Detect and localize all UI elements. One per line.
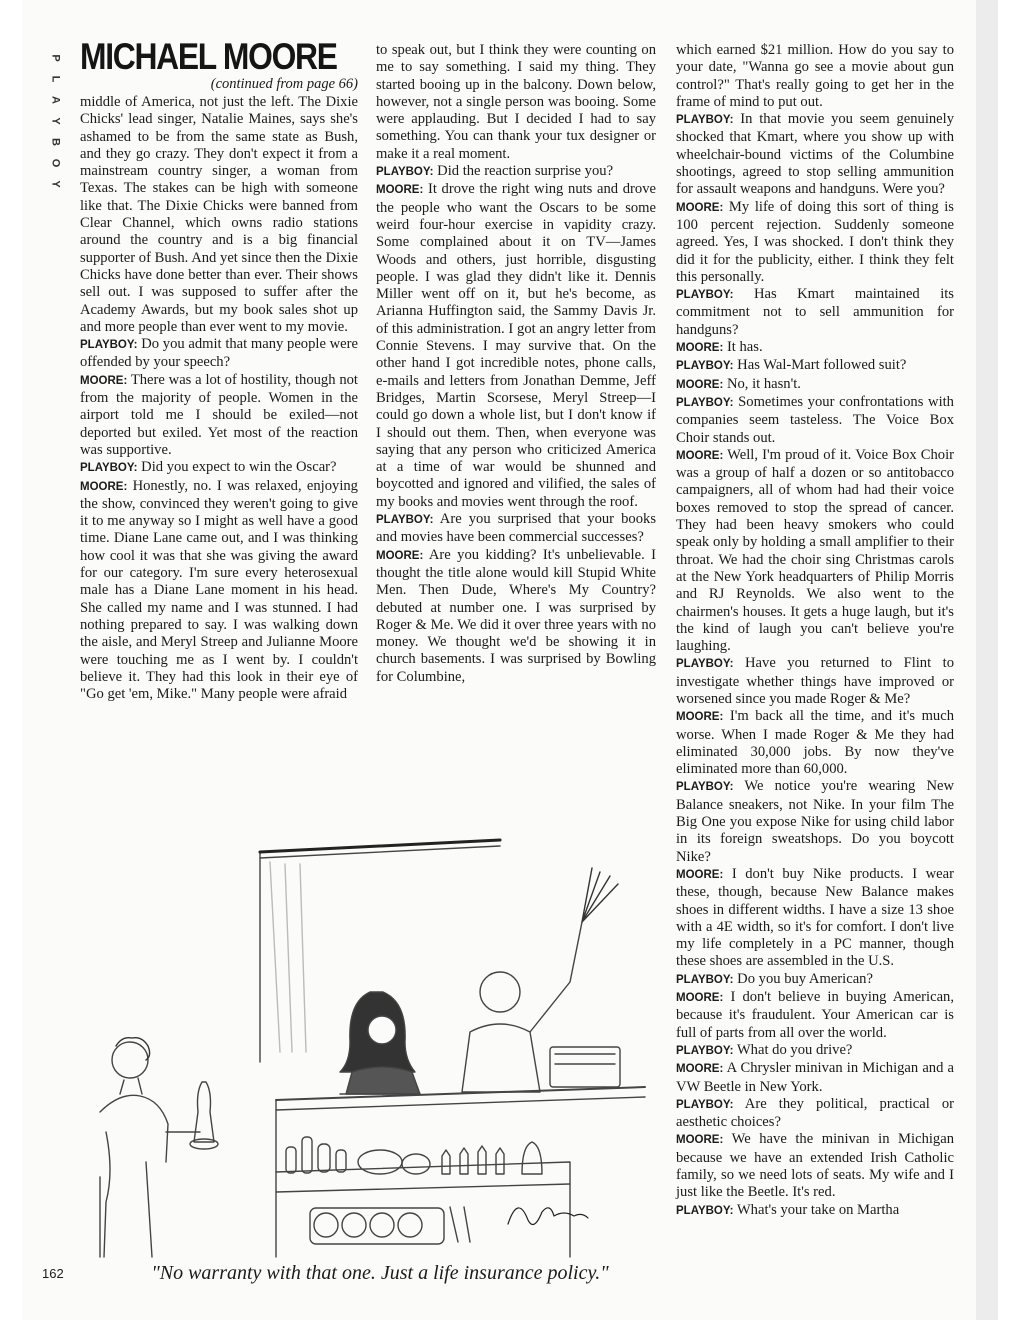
speaker-label: MOORE: [376, 184, 424, 197]
interview-paragraph [676, 111, 954, 198]
interview-paragraph [676, 357, 954, 375]
article-title: MICHAEL MOORE [80, 36, 337, 77]
interview-paragraph [676, 1042, 954, 1060]
interview-paragraph [376, 181, 656, 511]
paragraph-text: I don't buy Nike products. I wear these, though, because New Balance makes shoes in different widths. I have a size 13 shoe with a 4E width, so it's for comfort. I don't live my life completely in a PC manner, though these shoes are assembled in the U.S. [676, 865, 954, 970]
interview-paragraph [676, 1060, 954, 1096]
speaker-label: PLAYBOY: [676, 781, 734, 794]
cartoon-caption: "No warranty with that one. Just a life insurance policy." [151, 1262, 609, 1284]
speaker-label: MOORE: [676, 449, 724, 462]
interview-paragraph [676, 1096, 954, 1132]
paragraph-text: middle of America, not just the left. The Dixie Chicks' lead singer, Natalie Maines, says she's ashamed to be from the same state as Bush, and they go crazy. They don't expect it from a mainstream country singer, a woman from Texas. The stakes can be high with someone like that. The Dixie Chicks were banned from Clear Channel, which owns radio stations around the country and is a big financial supporter of Bush. And yet since then the Dixie Chicks have done better than ever. Their shows sell out. I was supposed to suffer after the Academy Awards, but my book sales shot up and more people than ever went to my movie. [80, 94, 358, 335]
paragraph-text: to speak out, but I think they were counting on me to say something. I said my thing. They started booing up in the balcony. Down below, however, not a single person was booing. Some were applauding. But I decided I had to say something. You can thank your tux designer or make it a real moment. [376, 42, 656, 162]
interview-paragraph [676, 199, 954, 286]
interview-paragraph [676, 1131, 954, 1201]
paragraph-text: Did you expect to win the Oscar? [141, 459, 337, 476]
speaker-label: PLAYBOY: [676, 1098, 734, 1111]
speaker-label: PLAYBOY: [676, 289, 734, 302]
speaker-label: MOORE: [676, 378, 724, 391]
speaker-label: MOORE: [676, 711, 724, 724]
interview-paragraph [376, 42, 656, 163]
logo-letter: O [49, 158, 62, 169]
speaker-label: MOORE: [676, 342, 724, 355]
paragraph-text: A Chrysler minivan in Michigan and a VW Beetle in New York. [676, 1060, 955, 1095]
speaker-label: MOORE: [676, 868, 724, 881]
paragraph-text: My life of doing this sort of thing is 100 percent rejection. Suddenly someone agreed. Yes, I was shocked. I don't think they did it for the publicity, either. I think they felt this personally. [676, 198, 954, 285]
paragraph-text: Have you returned to Flint to investigate whether things have improved or worsened since you made Roger & Me? [676, 655, 954, 707]
speaker-label: MOORE: [80, 480, 128, 493]
speaker-label: MOORE: [376, 549, 424, 562]
interview-paragraph [676, 655, 954, 708]
interview-paragraph [676, 286, 954, 339]
cartoon-illustration [70, 832, 662, 1260]
speaker-label: PLAYBOY: [676, 973, 734, 986]
paragraph-text: Has Wal-Mart followed suit? [737, 357, 907, 374]
paragraph-text: We notice you're wearing New Balance sneakers, not Nike. In your film The Big One you expose Nike for using child labor in its foreign sweatshops. Do you boycott Nike? [676, 778, 954, 865]
vertical-playboy-logo [40, 48, 62, 195]
interview-paragraph [80, 459, 358, 477]
logo-letter: B [49, 138, 62, 147]
speaker-label: PLAYBOY: [80, 462, 138, 475]
interview-paragraph [676, 447, 954, 656]
interview-paragraph [80, 94, 358, 336]
text-column-3 [676, 42, 954, 1220]
interview-paragraph [676, 394, 954, 447]
interview-paragraph [676, 778, 954, 865]
speaker-label: PLAYBOY: [676, 396, 734, 409]
paragraph-text: Do you admit that many people were offended by your speech? [80, 336, 358, 371]
paragraph-text: In that movie you seem genuinely shocked that Kmart, where you show up with wheelchair-bound victims of the Columbine shootings, agreed to stop selling ammunition for assault weapons and handguns. Were you? [676, 111, 954, 198]
paragraph-text: which earned $21 million. How do you say to your date, "Wanna go see a movie about gun control?" That's really going to get her in the frame of mind to put out. [676, 42, 954, 110]
interview-paragraph [676, 989, 954, 1042]
paragraph-text: Did the reaction surprise you? [437, 163, 614, 180]
paragraph-text: Has Kmart maintained its commitment not to sell ammunition for handguns? [676, 286, 954, 338]
paragraph-text: Are you kidding? It's unbelievable. I thought the title alone would kill Stupid White Men. Then Dude, Where's My Country? debuted at number one. I was surprised by Roger & Me. We did it over three years with no money. We thought we'd be showing it in church basements. I was surprised by Bowling for Columbine, [376, 546, 656, 685]
paragraph-text: Do you buy American? [737, 970, 873, 987]
clerk-man [462, 868, 620, 1092]
paragraph-text: It has. [726, 339, 763, 356]
paragraph-text: Honestly, no. I was relaxed, enjoying the show, convinced they weren't going to give it to me anyway so I might as well have a good time. Diane Lane came out, and I was thinking how cool it was that she was giving the award for our category. I'm sure every heterosexual male has a Diane Lane moment in his head. She called my name and I was stunned. I had nothing prepared to say. I was walking down the aisle, and Meryl Streep and Julianne Moore were touching me as I went by. I couldn't believe it. They had this look in their eye of "Go get 'em, Mike." Many people were afraid [80, 477, 358, 703]
logo-letter: A [49, 96, 62, 105]
paragraph-text: Are you surprised that your books and movies have been commercial successes? [376, 511, 656, 546]
paragraph-text: It drove the right wing nuts and drove the people who want the Oscars to be some weird four-hour exercise in vapidity crazy. Some complained about it on TV—James Woods and others, just horrible, disgusting people. I was glad they didn't like it. Dennis Miller went off on it, but he's become, as Arianna Huffington said, the Sammy Davis Jr. of this administration. I got an angry letter from Connie Stevens. I may survive that. On the other hand I got incredible notes, phone calls, e-mails and letters from Jonathan Demme, Jeff Bridges, Martin Scorsese, Meryl Streep—I could go down a whole list, but I don't know if I should out them. Then, when everyone was saying that any person who criticized America at a time of war would be shunned and boycotted and ignored and vilified, the sales of my books and movies went through the roof. [376, 181, 656, 510]
interview-paragraph [676, 708, 954, 778]
interview-paragraph [376, 547, 656, 686]
speaker-label: PLAYBOY: [676, 114, 734, 127]
paragraph-text: There was a lot of hostility, though not from the majority of people. Women in the airport told me I should be exiled—not deported but exiled. Yet most of the reaction was supportive. [80, 371, 358, 458]
display-items [286, 1137, 542, 1174]
logo-letter: L [49, 75, 62, 84]
page-edge [976, 0, 998, 1320]
woman-customer [100, 1038, 218, 1257]
speaker-label: PLAYBOY: [676, 1204, 734, 1217]
paragraph-text: We have the minivan in Michigan because we have an extended Irish Catholic family, so we need lots of seats. My wife and I just like the Beetle. It's red. [676, 1131, 954, 1201]
interview-paragraph [676, 42, 954, 111]
interview-paragraph [676, 866, 954, 971]
page-number: 162 [42, 1266, 64, 1281]
speaker-label: MOORE: [80, 374, 128, 387]
paragraph-text: Sometimes your confrontations with companies seem tasteless. The Voice Box Choir stands out. [676, 393, 954, 446]
interview-paragraph [80, 478, 358, 704]
interview-paragraph [676, 376, 954, 394]
speaker-label: MOORE: [676, 201, 724, 214]
interview-paragraph [376, 511, 656, 547]
paragraph-text: What's your take on Martha [736, 1201, 900, 1218]
speaker-label: PLAYBOY: [80, 339, 138, 352]
speaker-label: MOORE: [676, 992, 724, 1005]
paragraph-text: Are they political, practical or aesthetic choices? [676, 1095, 954, 1131]
speaker-label: MOORE: [676, 1134, 724, 1147]
interview-paragraph [80, 372, 358, 459]
interview-paragraph [376, 163, 656, 181]
paragraph-text: I'm back all the time, and it's much worse. When I made Roger & Me they had eliminated 30,000 jobs. By now they've eliminated more than 60,000. [676, 708, 955, 778]
paragraph-text: Well, I'm proud of it. Voice Box Choir was a group of half a dozen or so antitobacco campaigners, all of whom had had their voice boxes removed to stop the spread of cancer. They had been heavy smokers who could speak only by holding a small amplifier to their throat. We had the choir sing Christmas carols at the New York headquarters of Philip Morris and RJ Reynolds. We also went to the chairmen's houses. It gets a huge laugh, but it's the kind of laugh you can't believe you're laughing. [676, 446, 954, 655]
interview-paragraph [676, 971, 954, 989]
logo-letter: P [49, 54, 62, 63]
continued-note: (continued from page 66) [210, 76, 358, 92]
speaker-label: PLAYBOY: [376, 166, 434, 179]
interview-paragraph [80, 336, 358, 372]
paragraph-text: What do you drive? [736, 1041, 853, 1058]
text-column-1 [80, 94, 358, 703]
logo-letter: Y [49, 117, 62, 126]
speaker-label: MOORE: [676, 1063, 724, 1076]
clerk-woman [340, 992, 420, 1094]
speaker-label: PLAYBOY: [676, 1044, 734, 1057]
speaker-label: PLAYBOY: [676, 360, 734, 373]
interview-paragraph [676, 1202, 954, 1220]
speaker-label: PLAYBOY: [376, 514, 434, 527]
paragraph-text: I don't believe in buying American, because it's fraudulent. Your American car is full of parts from all over the world. [676, 989, 954, 1041]
logo-letter: Y [49, 180, 62, 189]
paragraph-text: No, it hasn't. [726, 375, 801, 392]
case-rings [310, 1207, 470, 1244]
text-column-2 [376, 42, 656, 686]
interview-paragraph [676, 339, 954, 357]
speaker-label: PLAYBOY: [676, 658, 734, 671]
